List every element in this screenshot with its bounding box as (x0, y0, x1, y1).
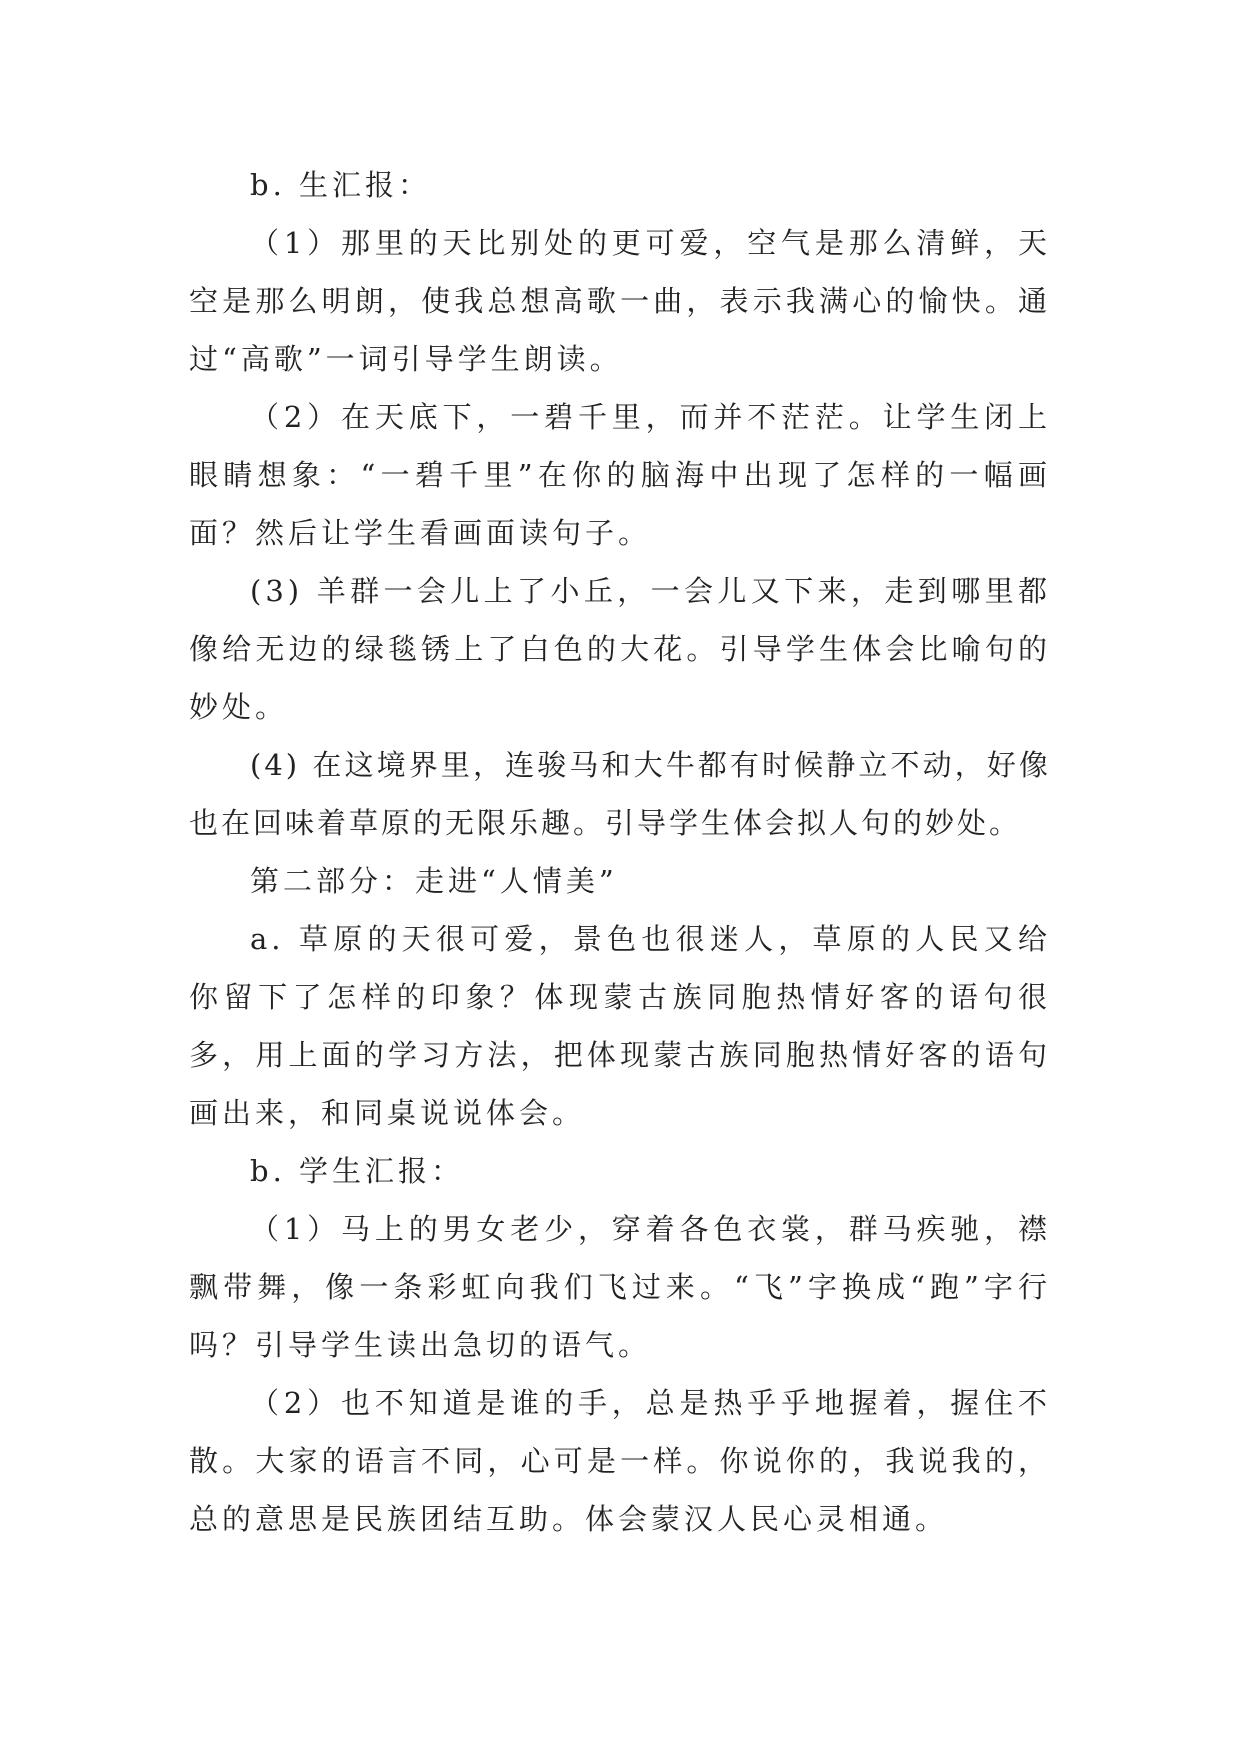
paragraph: (4) 在这境界里，连骏马和大牛都有时候静立不动，好像也在回味着草原的无限乐趣。引导学生体会拟人句的妙处。 (189, 748, 1051, 840)
document-body (189, 156, 1051, 1548)
paragraph: (3) 羊群一会儿上了小丘，一会儿又下来，走到哪里都像给无边的绿毯锈上了白色的大花。引导学生体会比喻句的妙处。 (189, 574, 1051, 724)
paragraph: b. 学生汇报： (250, 1154, 465, 1188)
paragraph: b. 生汇报： (250, 168, 432, 202)
paragraph: （2）也不知道是谁的手，总是热乎乎地握着，握住不散。大家的语言不同，心可是一样。你说你的，我说我的，总的意思是民族团结互助。体会蒙汉人民心灵相通。 (189, 1386, 1051, 1536)
paragraph: （1）那里的天比别处的更可爱，空气是那么清鲜，天空是那么明朗，使我总想高歌一曲，表示我满心的愉快。通过“高歌”一词引导学生朗读。 (189, 226, 1051, 376)
section-heading: 第二部分：走进“人情美” (250, 864, 618, 898)
paragraph: （1）马上的男女老少，穿着各色衣裳，群马疾驰，襟飘带舞，像一条彩虹向我们飞过来。“飞”字换成“跑”字行吗？引导学生读出急切的语气。 (189, 1212, 1051, 1362)
paragraph: a. 草原的天很可爱，景色也很迷人，草原的人民又给你留下了怎样的印象？体现蒙古族同胞热情好客的语句很多，用上面的学习方法，把体现蒙古族同胞热情好客的语句画出来，和同桌说说体会。 (189, 922, 1051, 1130)
paragraph: （2）在天底下，一碧千里，而并不茫茫。让学生闭上眼睛想象：“一碧千里”在你的脑海中出现了怎样的一幅画面？然后让学生看画面读句子。 (189, 400, 1051, 550)
